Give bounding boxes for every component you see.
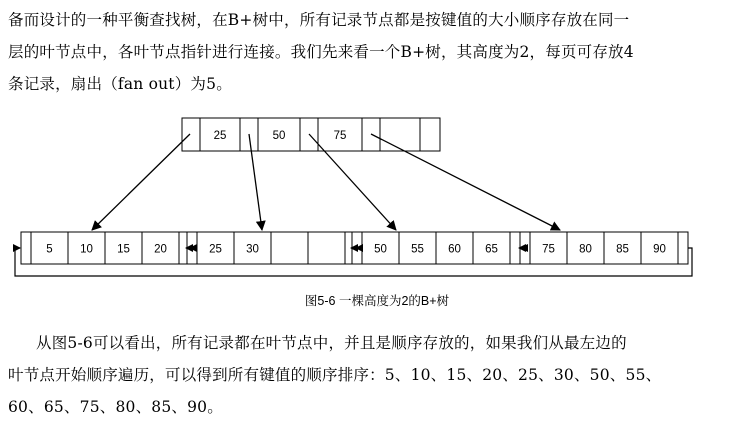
leaf-node <box>187 232 355 264</box>
leaf-key: 50 <box>374 243 387 256</box>
leaf-key: 5 <box>46 243 53 256</box>
leaf-key: 85 <box>616 243 629 256</box>
leaf-node <box>520 232 688 264</box>
intro-line-3: 条记录，扇出（fan out）为5。 <box>8 75 232 93</box>
leaf-key: 30 <box>246 243 259 256</box>
leaf-node <box>352 232 520 264</box>
intro-line-1: 备而设计的一种平衡查找树，在B+树中，所有记录节点都是按键值的大小顺序存放在同一 <box>8 11 630 29</box>
leaf-key: 60 <box>448 243 461 256</box>
leaf-key: 25 <box>209 243 222 256</box>
figure-caption: 图5-6 一棵高度为2的B+树 <box>304 294 450 308</box>
leaf-key-cell <box>308 232 345 264</box>
intro-paragraph <box>8 4 748 100</box>
root-to-leaf-arrow <box>92 134 190 230</box>
conclusion-line-3: 60、65、75、80、85、90。 <box>8 398 223 416</box>
intro-line-2: 层的叶节点中，各叶节点指针进行连接。我们先来看一个B+树，其高度为2，每页可存放4 <box>8 43 634 61</box>
leaf-next-pointer-slot <box>678 232 688 264</box>
root-key-cell <box>380 118 420 151</box>
leaf-next-pointer-slot <box>510 232 520 264</box>
leaf-key: 10 <box>80 243 93 256</box>
root-key: 25 <box>213 130 227 142</box>
leaf-key: 55 <box>411 243 424 256</box>
root-key: 50 <box>272 130 286 142</box>
leaf-key: 20 <box>154 243 167 256</box>
leaf-key: 15 <box>117 243 130 256</box>
leaf-prev-pointer-slot <box>520 232 530 264</box>
root-node <box>182 118 440 151</box>
leaf-key: 80 <box>579 243 592 256</box>
leaf-key-cell <box>271 232 308 264</box>
bplus-tree-diagram <box>0 108 754 288</box>
conclusion-paragraph <box>8 327 748 423</box>
root-pointer-slot <box>182 118 200 151</box>
leaf-key: 65 <box>485 243 498 256</box>
root-key: 75 <box>333 130 347 142</box>
leaf-key: 90 <box>653 243 666 256</box>
root-pointer-slot <box>420 118 440 151</box>
conclusion-line-1: 从图5-6可以看出，所有记录都在叶节点中，并且是顺序存放的，如果我们从最左边的 <box>36 334 627 352</box>
root-to-leaf-arrow <box>371 134 560 230</box>
leaf-node <box>21 232 189 264</box>
conclusion-line-2: 叶节点开始顺序遍历，可以得到所有键值的顺序排序：5、10、15、20、25、30、50、55、 <box>8 366 662 384</box>
leaf-key: 75 <box>542 243 555 256</box>
leaf-prev-pointer-slot <box>21 232 31 264</box>
